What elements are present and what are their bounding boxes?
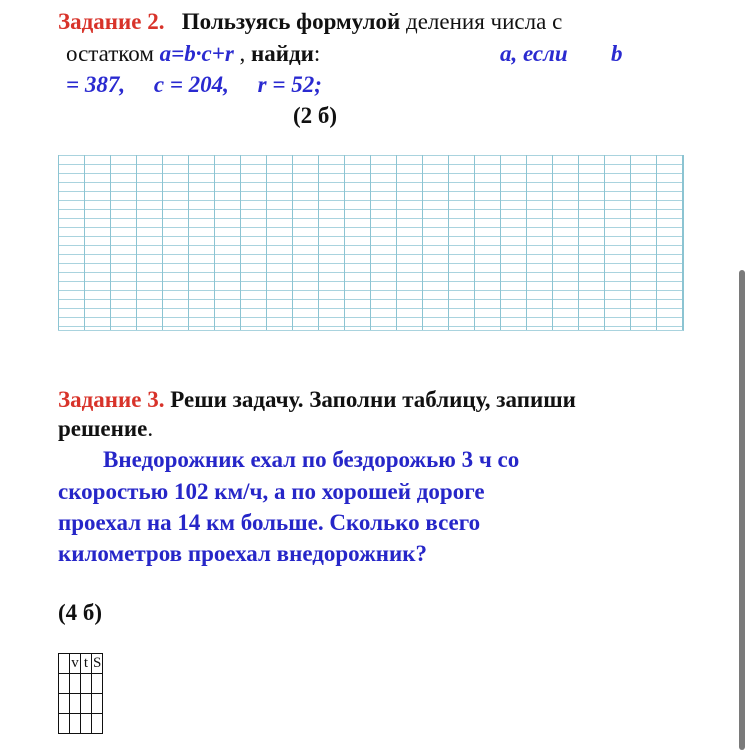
task2-b-var: b bbox=[611, 41, 623, 66]
table-header-t: t bbox=[81, 654, 92, 674]
table-cell[interactable] bbox=[81, 694, 92, 714]
task3-label: Задание 3. bbox=[58, 387, 165, 412]
table-cell[interactable] bbox=[92, 674, 103, 694]
table-cell[interactable] bbox=[81, 714, 92, 734]
table-cell[interactable] bbox=[92, 714, 103, 734]
task2-colon: : bbox=[313, 41, 321, 66]
graph-paper-grid[interactable] bbox=[58, 155, 684, 331]
table-cell[interactable] bbox=[59, 674, 70, 694]
task3-instruction1: Реши задачу. Заполни таблицу, запиши bbox=[164, 387, 576, 412]
table-cell[interactable] bbox=[59, 694, 70, 714]
task2-find: найди bbox=[251, 41, 314, 66]
task3-line2 bbox=[58, 416, 153, 442]
table-header-v: v bbox=[70, 654, 81, 674]
task2-values: = 387, c = 204, r = 52; bbox=[66, 72, 322, 97]
problem-line-1: Внедорожник ехал по бездорожью 3 ч со bbox=[103, 447, 520, 472]
table-cell[interactable] bbox=[70, 714, 81, 734]
task2-line2 bbox=[66, 41, 320, 67]
task2-label: Задание 2. bbox=[58, 9, 165, 34]
problem-line-4: километров проехал внедорожник? bbox=[58, 541, 428, 566]
task2-line1 bbox=[58, 9, 562, 35]
table-cell[interactable] bbox=[92, 694, 103, 714]
task3-line1 bbox=[58, 387, 576, 413]
task2-formula: a=b·c+r bbox=[159, 41, 234, 66]
svt-table bbox=[58, 653, 103, 734]
table-row bbox=[59, 714, 103, 734]
table-row bbox=[59, 694, 103, 714]
table-cell[interactable] bbox=[70, 674, 81, 694]
scrollbar-thumb[interactable] bbox=[739, 270, 745, 750]
table-header-s: S bbox=[92, 654, 103, 674]
table-cell[interactable] bbox=[81, 674, 92, 694]
table-header-empty bbox=[59, 654, 70, 674]
table-row bbox=[59, 674, 103, 694]
task2-text2: остатком bbox=[66, 41, 160, 66]
task2-find-var: a, если bbox=[500, 41, 568, 66]
task3-points: (4 б) bbox=[58, 600, 103, 625]
task2-points: (2 б) bbox=[293, 103, 338, 128]
problem-line-3: проехал на 14 км больше. Сколько всего bbox=[58, 510, 481, 535]
table-header-row bbox=[59, 654, 103, 674]
task3-period: . bbox=[147, 416, 154, 441]
table-cell[interactable] bbox=[59, 714, 70, 734]
task2-text3: , bbox=[233, 41, 252, 66]
task2-text1: деления числа с bbox=[400, 9, 563, 34]
table-cell[interactable] bbox=[70, 694, 81, 714]
task2-lead: Пользуясь формулой bbox=[181, 9, 401, 34]
problem-line-2: скоростью 102 км/ч, а по хорошей дороге bbox=[58, 479, 485, 504]
task3-instruction2: решение bbox=[58, 416, 148, 441]
